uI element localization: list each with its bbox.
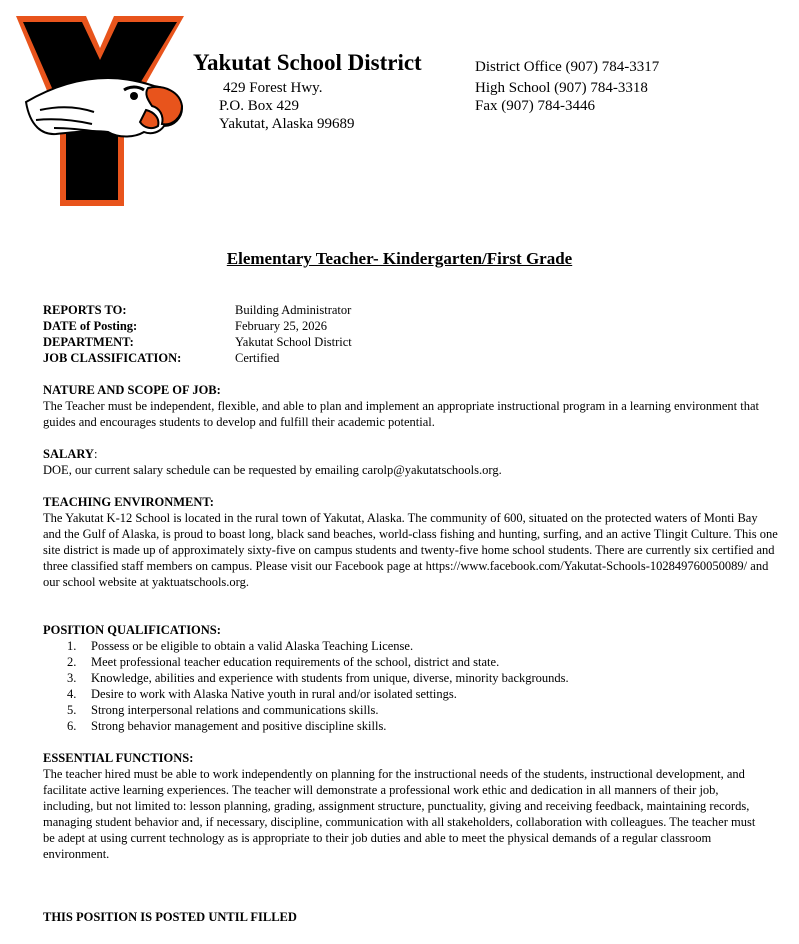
contact-fax: Fax (907) 784-3446: [475, 98, 595, 114]
contact-district-office: District Office (907) 784-3317: [475, 59, 660, 75]
list-item: 2. Meet professional teacher education requirements of the school, district and state.: [67, 655, 500, 669]
district-logo: [14, 14, 186, 208]
qualifications-list: [43, 638, 773, 734]
meta-label-date: DATE of Posting:: [43, 319, 138, 333]
environment-heading: TEACHING ENVIRONMENT:: [43, 495, 214, 509]
qualifications-section: [43, 622, 773, 734]
qualifications-heading: POSITION QUALIFICATIONS:: [43, 623, 221, 637]
meta-value-classification: Certified: [235, 351, 280, 365]
functions-text: The teacher hired must be able to work independently on planning for the instructional needs of the students, instructional development, and facilitate active learning experiences. The teacher will demonstrate a professional work ethic and dedication in all manners of their job, including, but not limited to: lesson planning, grading, assignment structure, punctuality, giving and receiving feedback, maintaining records, managing student behavior and, if necessary, discipline, communication with all stakeholders, collaboration with colleagues. The teacher must be adept at using current technology as is appropriate to their job duties and able to meet the physical demands of a regular classroom environment.: [43, 767, 756, 861]
meta-value-reports-to: Building Administrator: [235, 303, 352, 317]
nature-text: The Teacher must be independent, flexible, and able to plan and implement an appropriate instructional program in a learning environment that guides and encourages students to develop and fulfill their academic potential.: [43, 399, 760, 429]
environment-text: The Yakutat K-12 School is located in the rural town of Yakutat, Alaska. The community of 600, situated on the protected waters of Monti Bay and the Gulf of Alaska, is proud to boast long, black sand beaches, world-class fishing and hunting, surfing, and an active Tlingit Culture. This one site district is made up of approximately sixty-five on campus students and twenty-five home school students. There are currently six certified and three classified staff members on campus. Please visit our Facebook page at https://www.facebook.com/Yakutat-Schools-102849760050089/ and our school website at yaktuatschools.org.: [43, 511, 778, 589]
functions-heading: ESSENTIAL FUNCTIONS:: [43, 751, 194, 765]
salary-heading: SALARY:: [43, 447, 98, 461]
district-name: Yakutat School District: [193, 50, 422, 75]
address-line-city: Yakutat, Alaska 99689: [219, 116, 355, 132]
list-item: 5. Strong interpersonal relations and communications skills.: [67, 703, 379, 717]
functions-section: [43, 750, 763, 862]
salary-text: DOE, our current salary schedule can be requested by emailing carolp@yakutatschools.org.: [43, 463, 502, 477]
meta-label-department: DEPARTMENT:: [43, 335, 134, 349]
list-item: 4. Desire to work with Alaska Native youth in rural and/or isolated settings.: [67, 687, 457, 701]
meta-label-reports-to: REPORTS TO:: [43, 303, 127, 317]
meta-value-department: Yakutat School District: [235, 335, 352, 349]
meta-label-classification: JOB CLASSIFICATION:: [43, 351, 182, 365]
salary-section: [43, 446, 773, 478]
posting-status: THIS POSITION IS POSTED UNTIL FILLED: [43, 910, 297, 924]
list-item: 1. Possess or be eligible to obtain a valid Alaska Teaching License.: [67, 639, 414, 653]
address-line-pobox: P.O. Box 429: [219, 98, 300, 114]
meta-value-date: February 25, 2026: [235, 319, 327, 333]
address-line-street: 429 Forest Hwy.: [223, 80, 323, 96]
list-item: 3. Knowledge, abilities and experience with students from unique, diverse, minority backgrounds.: [67, 671, 569, 685]
contact-high-school: High School (907) 784-3318: [475, 80, 648, 96]
nature-heading: NATURE AND SCOPE OF JOB:: [43, 383, 221, 397]
list-item: 6. Strong behavior management and positive discipline skills.: [67, 719, 387, 733]
environment-section: [43, 494, 778, 590]
nature-section: [43, 382, 773, 430]
job-title: Elementary Teacher- Kindergarten/First Grade: [226, 249, 573, 268]
